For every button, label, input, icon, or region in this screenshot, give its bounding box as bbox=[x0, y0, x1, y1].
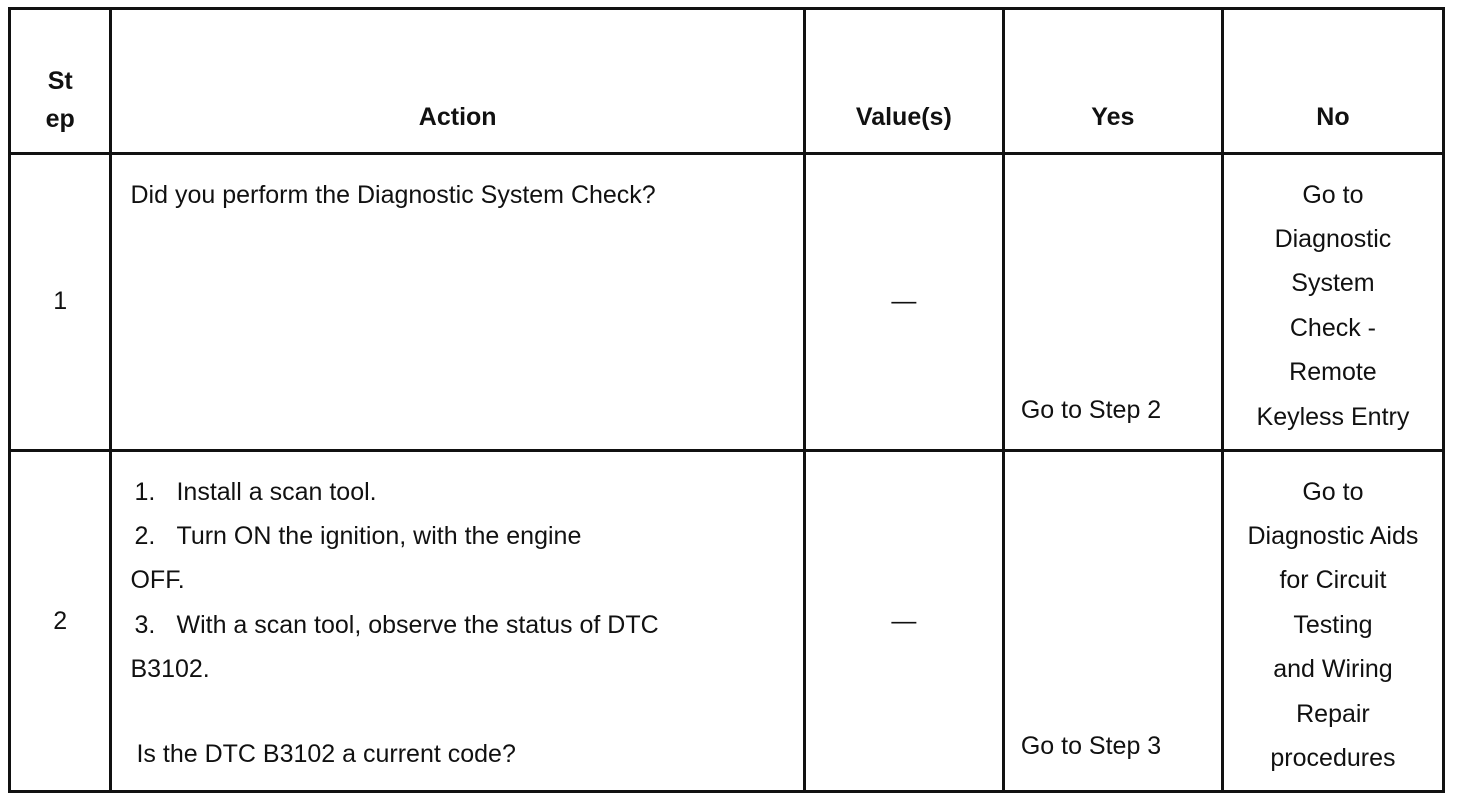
no-line: Repair bbox=[1296, 699, 1370, 728]
header-action: Action bbox=[111, 9, 804, 154]
table-row bbox=[10, 153, 1444, 450]
action-item-text: With a scan tool, observe the status of DTC bbox=[176, 610, 659, 639]
yes-link[interactable]: Go to Step 3 bbox=[1003, 450, 1222, 791]
step-number: 1 bbox=[10, 153, 111, 450]
step-number: 2 bbox=[10, 450, 111, 791]
action-item-text: Turn ON the ignition, with the engine bbox=[176, 522, 582, 551]
no-line: Remote bbox=[1289, 358, 1377, 387]
action-question: Is the DTC B3102 a current code? bbox=[136, 739, 516, 768]
action-item-text: Install a scan tool. bbox=[176, 477, 377, 506]
action-item bbox=[130, 603, 802, 647]
no-line: Check - bbox=[1289, 313, 1377, 342]
header-step-line2: ep bbox=[45, 104, 75, 133]
header-values: Value(s) bbox=[804, 9, 1003, 154]
action-item-number: 2. bbox=[134, 522, 156, 551]
no-line: System bbox=[1291, 269, 1375, 298]
header-step-line1: St bbox=[47, 66, 73, 95]
header-yes: Yes bbox=[1003, 9, 1222, 154]
action-item bbox=[130, 470, 802, 514]
action-item-continuation: OFF. bbox=[130, 566, 185, 595]
no-line: Keyless Entry bbox=[1256, 402, 1410, 431]
no-line: procedures bbox=[1270, 744, 1396, 773]
action-item bbox=[130, 514, 802, 558]
no-line: for Circuit bbox=[1279, 566, 1387, 595]
action-cell bbox=[111, 450, 804, 791]
diagnostic-table bbox=[8, 7, 1445, 793]
action-question: Did you perform the Diagnostic System Check? bbox=[130, 180, 656, 209]
no-line: Diagnostic bbox=[1274, 224, 1392, 253]
value-cell: — bbox=[804, 450, 1003, 791]
table-row bbox=[10, 450, 1444, 791]
header-row bbox=[10, 9, 1444, 154]
no-line: Diagnostic Aids bbox=[1247, 522, 1419, 551]
no-line: and Wiring bbox=[1273, 655, 1393, 684]
action-item-continuation: B3102. bbox=[130, 655, 210, 684]
action-cell bbox=[111, 153, 804, 450]
no-link[interactable] bbox=[1222, 153, 1443, 450]
action-item-number: 1. bbox=[134, 477, 156, 506]
action-item-number: 3. bbox=[134, 610, 156, 639]
value-cell: — bbox=[804, 153, 1003, 450]
header-step bbox=[10, 9, 111, 154]
yes-link[interactable]: Go to Step 2 bbox=[1003, 153, 1222, 450]
no-link[interactable] bbox=[1222, 450, 1443, 791]
no-line: Go to bbox=[1302, 477, 1364, 506]
no-line: Testing bbox=[1293, 610, 1373, 639]
header-no: No bbox=[1222, 9, 1443, 154]
no-line: Go to bbox=[1302, 180, 1364, 209]
